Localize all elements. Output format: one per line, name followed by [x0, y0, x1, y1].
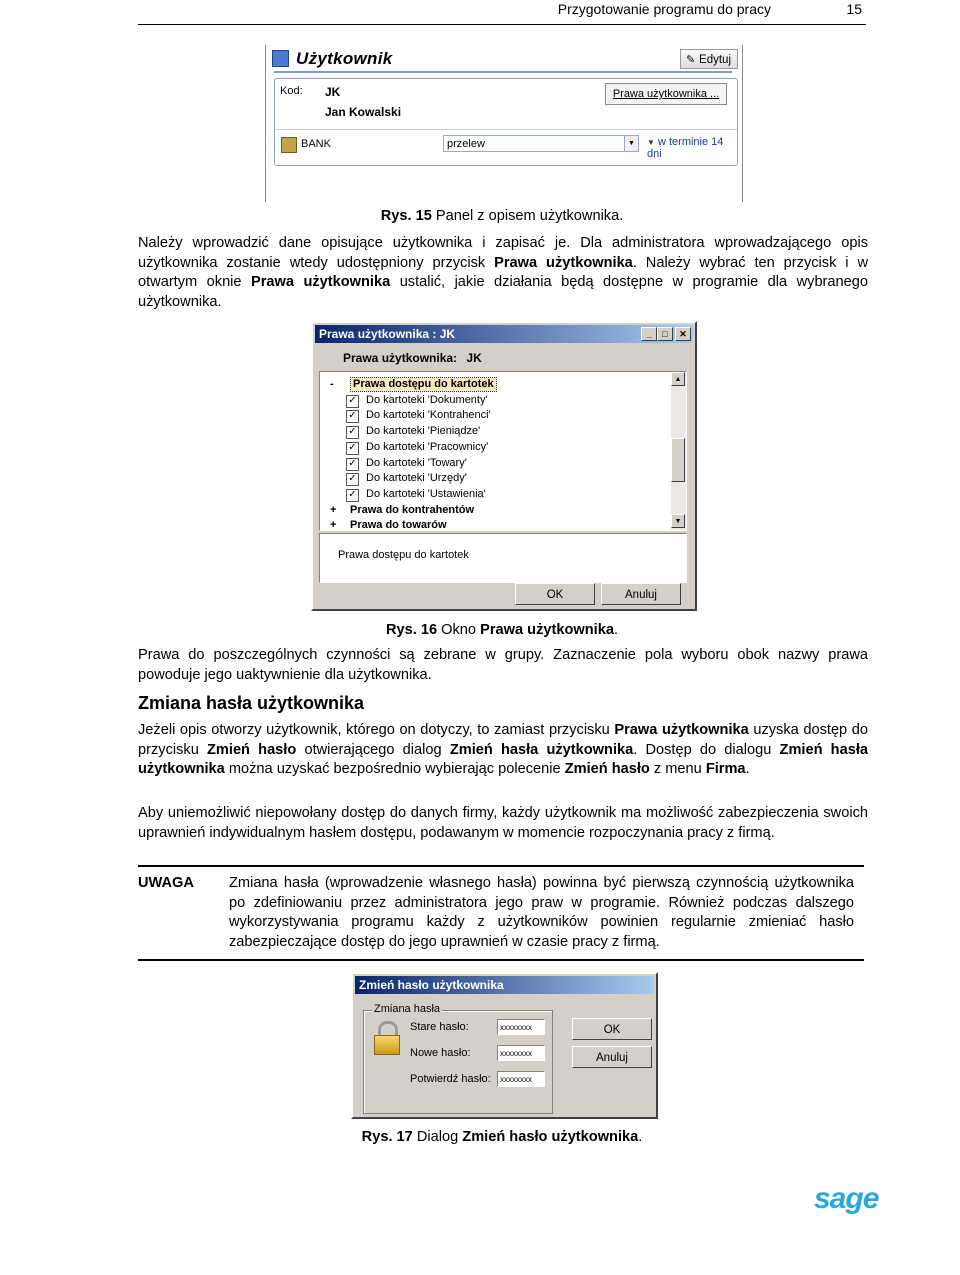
- window-title-bar: [355, 976, 654, 994]
- bold-term: Zmień hasło: [207, 741, 297, 758]
- text: otwierającego dialog: [296, 741, 450, 758]
- checkbox[interactable]: ✓: [346, 458, 359, 471]
- text: . Należy wybrać ten przycisk i w otwartym oknie: [138, 254, 869, 290]
- bank-label: BANK: [301, 138, 331, 150]
- checkbox[interactable]: ✓: [346, 410, 359, 423]
- caption-text: Panel z opisem użytkownika.: [431, 208, 624, 224]
- change-password-dialog: [351, 972, 658, 1119]
- pencil-icon: ✎: [686, 54, 696, 66]
- note-label: UWAGA: [138, 875, 194, 891]
- arrow-icon: ▼: [647, 138, 655, 147]
- checkbox[interactable]: ✓: [346, 473, 359, 486]
- tree-item-label: Do kartoteki 'Urzędy': [366, 472, 467, 485]
- caption-number: Rys. 16: [385, 622, 438, 638]
- rights-header-label: Prawa użytkownika:: [343, 351, 458, 365]
- header-title: Przygotowanie programu do pracy: [557, 1, 771, 17]
- group-label: Zmiana hasła: [374, 1003, 441, 1015]
- scroll-thumb[interactable]: [671, 438, 685, 482]
- cancel-button[interactable]: Anuluj: [601, 583, 681, 605]
- checkbox[interactable]: ✓: [346, 442, 359, 455]
- paragraph-groups: Prawa do poszczególnych czynności są zebrane w grupy. Zaznaczenie pola wyboru obok nazwy prawa powoduje jego uaktywnienie dla użytkownika.: [138, 647, 868, 683]
- section-title: Zmiana hasła użytkownika: [138, 693, 365, 713]
- close-icon[interactable]: ✕: [675, 327, 691, 341]
- page-header: [138, 0, 866, 25]
- confirm-password-label: Potwierdź hasło:: [410, 1073, 491, 1085]
- kod-label: Kod:: [280, 85, 303, 97]
- tree-item-label: Prawa dostępu do kartotek: [350, 377, 497, 392]
- text: można uzyskać bezpośrednio wybierając polecenie: [224, 761, 565, 777]
- bold-term: Firma: [705, 761, 746, 777]
- tree-item-label: Do kartoteki 'Towary': [366, 456, 467, 469]
- bold-term: Prawa użytkownika: [494, 254, 633, 271]
- figure-17-caption: [138, 1129, 866, 1145]
- expand-icon[interactable]: +: [330, 503, 337, 516]
- bold-term: Zmień hasło: [564, 761, 650, 777]
- new-password-label: Nowe hasło:: [410, 1047, 471, 1059]
- rights-header-user: JK: [466, 351, 482, 365]
- old-password-field[interactable]: xxxxxxxx: [497, 1019, 545, 1035]
- paragraph-intro: [138, 234, 868, 312]
- text: .: [745, 761, 750, 777]
- password-group: [363, 1003, 553, 1114]
- caption-text: Okno: [437, 622, 481, 638]
- figure-15-caption: [138, 208, 866, 224]
- description-text: Prawa dostępu do kartotek: [338, 549, 469, 561]
- text: z menu: [649, 761, 706, 777]
- rights-tree: [319, 371, 687, 531]
- tree-item-label: Do kartoteki 'Pracownicy': [366, 440, 489, 453]
- scroll-down-icon[interactable]: ▼: [671, 514, 685, 528]
- lock-icon: [374, 1021, 400, 1055]
- edit-button-label: Edytuj: [699, 54, 731, 66]
- caption-end: .: [613, 622, 618, 638]
- caption-number: Rys. 15: [380, 208, 432, 224]
- user-details-panel: [274, 78, 738, 166]
- expand-icon[interactable]: +: [330, 519, 337, 531]
- text: . Dostęp do dialogu: [633, 741, 780, 758]
- page-number: 15: [846, 1, 862, 17]
- text: uzyska dostęp do przycisku: [138, 722, 869, 758]
- tree-item-label: Do kartoteki 'Dokumenty': [366, 393, 488, 406]
- bold-term: Prawa użytkownika: [251, 274, 391, 290]
- minimize-icon[interactable]: _: [641, 327, 657, 341]
- maximize-icon[interactable]: □: [657, 327, 673, 341]
- checkbox[interactable]: ✓: [346, 426, 359, 439]
- window-title-bar: [315, 325, 693, 343]
- scroll-up-icon[interactable]: ▲: [671, 372, 685, 386]
- old-password-label: Stare hasło:: [410, 1021, 469, 1033]
- paragraph-password-access: [138, 721, 868, 780]
- user-icon: [272, 50, 289, 67]
- user-name: Jan Kowalski: [325, 105, 402, 119]
- title-underline: [274, 71, 732, 73]
- checkbox[interactable]: ✓: [346, 489, 359, 502]
- bank-icon: [281, 137, 297, 153]
- note-text: Zmiana hasła (wprowadzenie własnego hasła) powinna być pierwszą czynnością użytkownika po zdefiniowaniu przez administratora jego praw w programie. Również podczas dalszego wykorzystywania programu każdy z użytkowników powinien regularnie zmieniać hasło zabezpieczające dostęp do jego uprawnień w czasie pracy z firmą.: [229, 875, 854, 950]
- text: Jeżeli opis otworzy użytkownik, którego on dotyczy, to zamiast przycisku: [138, 722, 615, 738]
- window-title: Zmień hasło użytkownika: [359, 978, 504, 992]
- kod-value: JK: [325, 85, 341, 99]
- confirm-password-field[interactable]: xxxxxxxx: [497, 1071, 545, 1087]
- new-password-field[interactable]: xxxxxxxx: [497, 1045, 545, 1061]
- rights-header: [343, 351, 482, 365]
- note-bottom-rule: [138, 959, 864, 961]
- bold-term: Zmień hasła użytkownika: [138, 741, 868, 777]
- payment-method-select[interactable]: [443, 135, 639, 152]
- chevron-down-icon[interactable]: ▼: [624, 136, 638, 151]
- sage-logo: sage: [814, 1182, 879, 1215]
- tree-item-label: Prawa do kontrahentów: [350, 503, 475, 516]
- caption-number: Rys. 17: [361, 1129, 413, 1145]
- user-rights-window: [311, 321, 697, 611]
- note-top-rule: [138, 865, 864, 867]
- separator: [275, 129, 737, 130]
- user-rights-button[interactable]: Prawa użytkownika ...: [605, 83, 727, 105]
- collapse-icon[interactable]: -: [330, 378, 334, 390]
- ok-button[interactable]: OK: [572, 1018, 652, 1040]
- caption-bold: Prawa użytkownika: [480, 622, 614, 638]
- tree-item-label: Do kartoteki 'Kontrahenci': [366, 409, 491, 422]
- payment-term-link[interactable]: [647, 136, 737, 160]
- figure-16-caption: [138, 622, 866, 638]
- caption-end: .: [638, 1129, 643, 1145]
- text: Należy wprowadzić dane opisujące użytkownika i zapisać je. Dla administratora wprowadzającego opis użytkownika zostanie wtedy udostępniony przycisk: [138, 235, 868, 271]
- ok-button[interactable]: OK: [515, 583, 595, 605]
- caption-text: Dialog: [412, 1129, 463, 1145]
- cancel-button[interactable]: Anuluj: [572, 1046, 652, 1068]
- tree-item-label: Do kartoteki 'Pieniądze': [366, 425, 481, 438]
- scrollbar[interactable]: [671, 372, 686, 530]
- edit-button[interactable]: [680, 49, 738, 69]
- bold-term: Prawa użytkownika: [614, 722, 749, 738]
- bold-term: Zmień hasła użytkownika: [449, 741, 634, 758]
- paragraph-security: Aby uniemożliwić niepowołany dostęp do danych firmy, każdy użytkownik ma możliwość zabezpieczenia swoich uprawnień indywidualnym hasłem dostępu, podawanym w momencie rozpoczynania pracy z firmą.: [138, 805, 868, 841]
- payment-method-value: przelew: [447, 138, 485, 150]
- tree-item-label: Prawa do towarów: [350, 519, 447, 531]
- caption-bold: Zmień hasło użytkownika: [462, 1129, 639, 1145]
- checkbox[interactable]: ✓: [346, 395, 359, 408]
- description-box: [319, 533, 687, 583]
- tree-item-label: Do kartoteki 'Ustawienia': [366, 487, 486, 500]
- window-title: Prawa użytkownika : JK: [319, 327, 456, 341]
- user-panel-screenshot: [265, 45, 743, 202]
- panel-title: Użytkownik: [296, 49, 393, 68]
- text: ustalić, jakie działania będą dostępne w programie dla wybranego użytkownika.: [138, 274, 868, 310]
- payment-term-label: w terminie 14 dni: [647, 136, 724, 160]
